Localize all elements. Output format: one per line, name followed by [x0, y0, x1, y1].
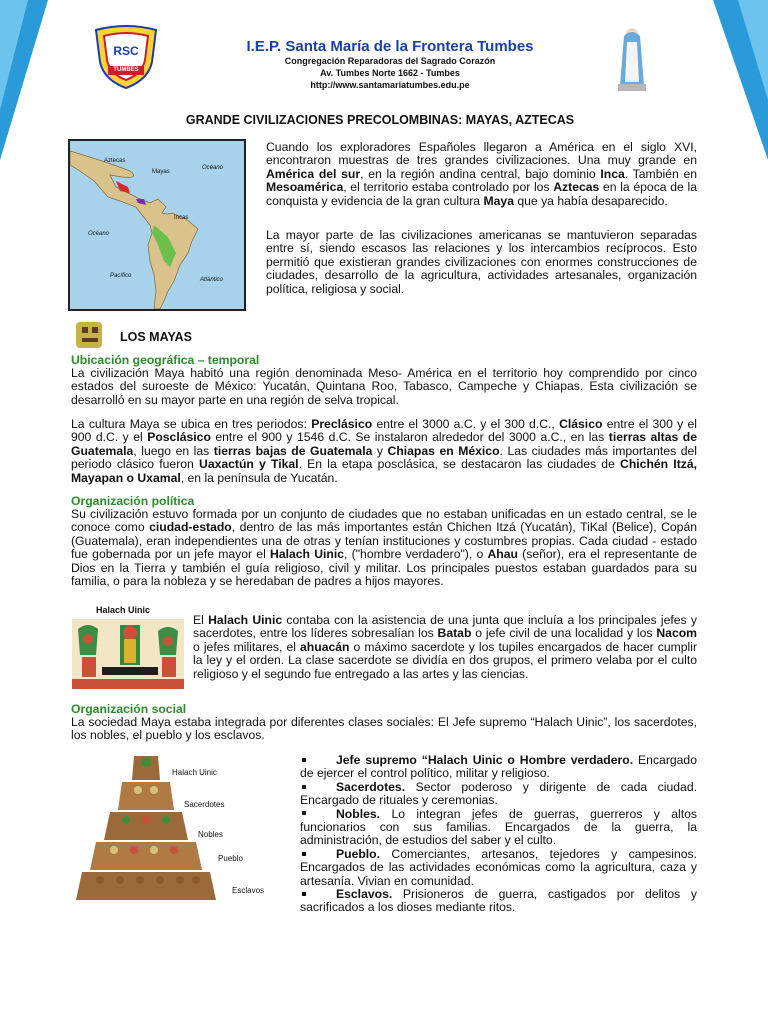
bullet-icon — [302, 811, 306, 815]
intro-paragraph-2: La mayor parte de las civilizaciones americanas se mantuvieron separadas entre sí, siendo escasos las relaciones y los intercambios recíprocos. Esto permitió que existieran grandes civilizaciones con enormes construcciones de ciudades, desarrollo de la agricultura, actividades artesanales, organización política, religiosa y social. — [266, 228, 697, 296]
bullet-icon — [302, 892, 306, 896]
map-label-aztecas: Aztecas — [104, 158, 126, 164]
bullet-icon — [302, 758, 306, 762]
politica-paragraph-2: El Halach Uinic contaba con la asistencia de una junta que incluía a los principales jefes y sacerdotes, entre los líderes sobresalían los Batab o jefe civil de una localidad y los Nacom o jefes militares, el ahuacán o máximo sacerdote y los tupiles encargados de hacer cumplir la ley y el orden. La clase sacerdote se dividía en dos grupos, el primero velaba por el culto religioso y el segundo fue entregado a las artes y las ciencias. — [193, 613, 697, 681]
school-logo — [90, 24, 162, 90]
list-item: Esclavos. Prisioneros de guerra, castigados por delitos y sacrificados a los dioses mediante ritos. — [300, 887, 697, 915]
map-label-mayas: Mayas — [152, 169, 170, 175]
header-decoration-right-inner — [738, 0, 768, 100]
ubicacion-paragraph-1: La civilización Maya habitó una región denominada Meso- América en el territorio hoy comprendido por cinco estados del suroeste de México: Yucatán, Quintana Roo, Tabasco, Campeche y Chiapas. Esta civilización se desarrolló en su mayor parte en una región de selva tropical. — [71, 366, 697, 407]
halach-uinic-caption: Halach Uinic — [96, 605, 151, 615]
logo-city: TUMBES — [113, 67, 139, 73]
maya-glyph-icon — [72, 318, 110, 352]
americas-map — [68, 139, 246, 311]
heading-ubicacion: Ubicación geográfica – temporal — [71, 353, 260, 367]
heading-social: Organización social — [71, 702, 187, 716]
map-label-oceano-north: Océano — [202, 165, 224, 171]
map-label-oceano-west: Océano — [88, 231, 110, 237]
social-paragraph: La sociedad Maya estaba integrada por diferentes clases sociales: El Jefe supremo “Halach Uinic”, los sacerdotes, los nobles, el pueblo y los esclavos. — [71, 715, 697, 743]
school-name: I.E.P. Santa María de la Frontera Tumbes — [246, 38, 534, 55]
bullet-icon — [302, 785, 306, 789]
pyramid-label-pueblo: Pueblo — [218, 854, 243, 863]
section-heading-mayas: LOS MAYAS — [120, 330, 193, 344]
social-classes-list — [300, 754, 697, 915]
politica-paragraph-1: Su civilización estuvo formada por un conjunto de ciudades que no estaban unificadas en un estado central, se le conoce como ciudad-estado, dentro de las más importantes están Chichen Itzá (Yucatán), TiKal (Belice), Copán (Guatemala), eran independientes una de otras y tenían instituciones y costumbres propias. Cada ciudad - estado fue gobernada por un jefe mayor el Halach Uinic, ("hombre verdadero"), o Ahau (señor), era el representante de Dios en la Tierra y también el guía religioso, civil y militar. Los principales puestos estaban guardados para su familia, o para la nobleza y se heredaban de padres a hijos mayores. — [71, 507, 698, 589]
map-label-atlantico: Atlántico — [200, 277, 224, 283]
website[interactable]: http://www.santamariatumbes.edu.pe — [310, 80, 470, 90]
pyramid-label-nobles: Nobles — [198, 830, 223, 839]
ubicacion-paragraph-2: La cultura Maya se ubica en tres periodos: Preclásico entre el 3000 a.C. y el 300 d.C., Clásico entre el 300 y el 900 d.C. y el Posclásico entre el 900 y 1546 d.C. Se instalaron alrededor del 3000 a.C., en las tierras altas de Guatemala, luego en las tierras bajas de Guatemala y Chiapas en México. Las ciudades más importantes del periodo clásico fueron Uaxactún y Tikal. En la etapa posclásica, se destacaron las ciudades de Chichén Itzá, Mayapan o Uxamal, en la península de Yucatán. — [71, 417, 698, 485]
social-pyramid-image — [74, 748, 280, 904]
congregation: Congregación Reparadoras del Sagrado Corazón — [284, 56, 496, 66]
pyramid-label-halach: Halach Uinic — [172, 768, 217, 777]
logo-initials: RSC — [113, 44, 139, 58]
header-decoration-left-inner — [0, 0, 28, 110]
page-title: GRANDE CIVILIZACIONES PRECOLOMBINAS: MAYAS, AZTECAS — [185, 113, 575, 127]
list-item: Pueblo. Comerciantes, artesanos, tejedores y campesinos. Encargados de las actividades económicas como la agricultura, caza y artesanía. Vivian en comunidad. — [300, 846, 697, 888]
address: Av. Tumbes Norte 1662 - Tumbes — [320, 68, 460, 78]
list-item: Jefe supremo “Halach Uinic o Hombre verdadero. Encargado de ejercer el control político, militar y religioso. — [300, 753, 697, 781]
pyramid-label-esclavos: Esclavos — [232, 886, 265, 895]
map-label-pacifico: Pacífico — [110, 273, 132, 279]
list-item: Nobles. Lo integran jefes de guerras, guerreros y altos funcionarios con sus familias. Encargados de la guerra, la administración, de estudios del saber y el culto. — [300, 806, 697, 848]
pyramid-label-sacerdotes: Sacerdotes — [184, 800, 225, 809]
virgin-statue-image — [612, 26, 652, 92]
bullet-icon — [302, 852, 306, 856]
heading-politica: Organización política — [71, 494, 195, 508]
map-label-incas: Incas — [174, 215, 189, 221]
intro-paragraph-1: Cuando los exploradores Españoles llegaron a América en el siglo XVI, encontraron muestras de tres grandes civilizaciones. Una muy grande en América del sur, en la región andina central, bajo dominio Inca. También en Mesoamérica, el territorio estaba controlado por los Aztecas en la época de la conquista y evidencia de la gran cultura Maya que ya había desaparecido. — [266, 140, 698, 208]
list-item: Sacerdotes. Sector poderoso y dirigente de cada ciudad. Encargado de rituales y ceremonias. — [300, 779, 697, 808]
halach-uinic-image — [72, 619, 184, 689]
